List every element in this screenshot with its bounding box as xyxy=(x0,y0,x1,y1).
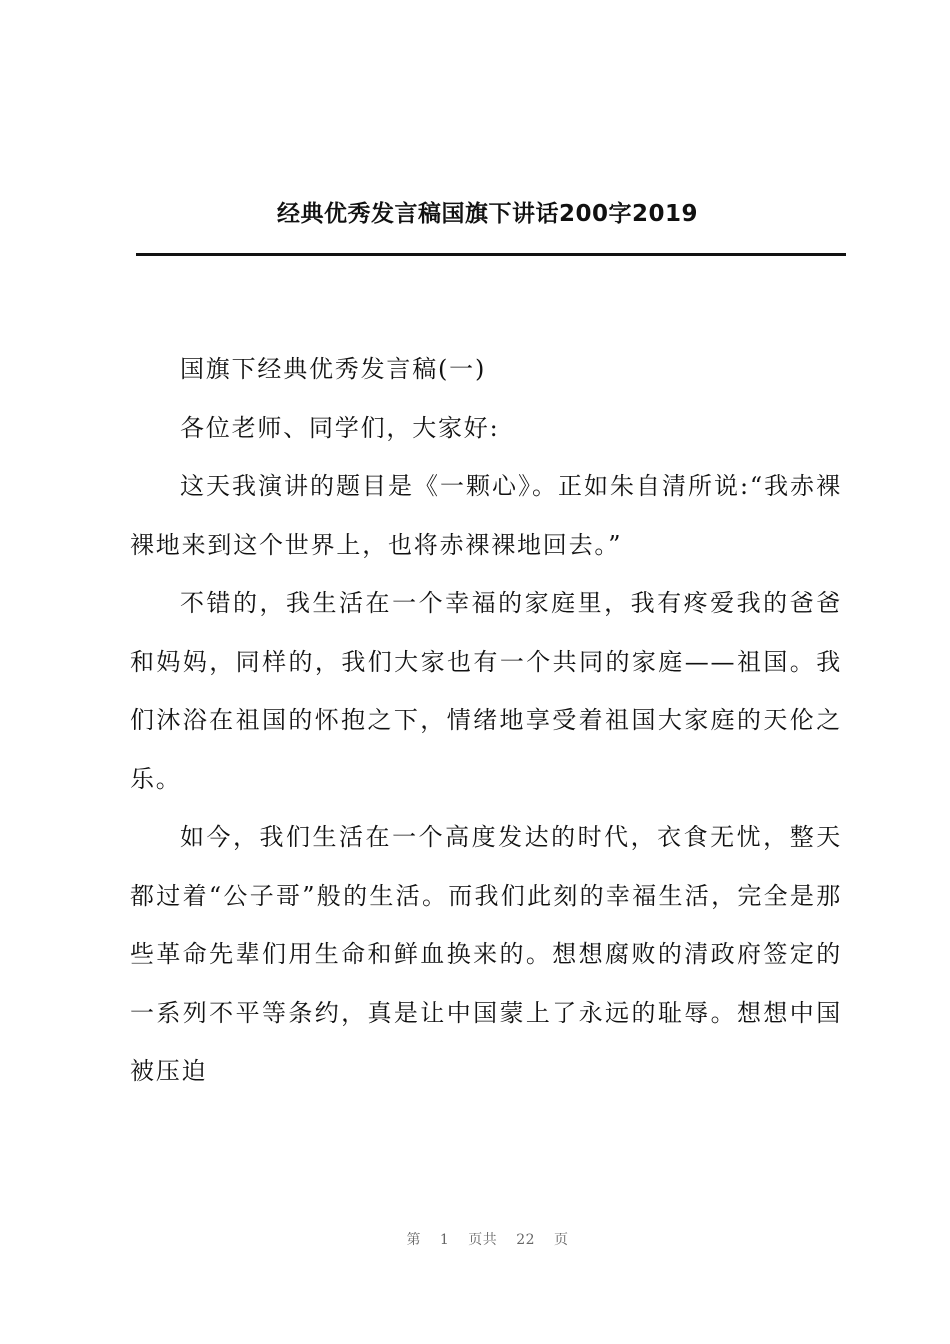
document-body xyxy=(130,340,842,1101)
footer-label: 页 xyxy=(554,1232,569,1248)
paragraph: 如今，我们生活在一个高度发达的时代，衣食无忧，整天都过着“公子哥”般的生活。而我们此刻的幸福生活，完全是那些革命先辈们用生命和鲜血换来的。想想腐败的清政府签定的一系列不平等条约，真是让中国蒙上了永远的耻辱。想想中国被压迫 xyxy=(130,823,842,1085)
footer-label: 页共 xyxy=(468,1232,498,1248)
footer-total-pages: 22 xyxy=(516,1232,536,1248)
footer-label: 第 xyxy=(406,1232,421,1248)
page-number-footer xyxy=(0,1229,950,1249)
footer-current-page: 1 xyxy=(439,1232,450,1248)
paragraph: 这天我演讲的题目是《一颗心》。正如朱自清所说:“我赤裸裸地来到这个世界上，也将赤裸裸地回去。” xyxy=(130,472,842,559)
paragraph-heading: 国旗下经典优秀发言稿(一) xyxy=(180,355,487,383)
title-divider xyxy=(136,253,846,256)
paragraph-greeting: 各位老师、同学们，大家好: xyxy=(180,413,500,442)
paragraph: 不错的，我生活在一个幸福的家庭里，我有疼爱我的爸爸和妈妈，同样的，我们大家也有一个共同的家庭——祖国。我们沐浴在祖国的怀抱之下，情绪地享受着祖国大家庭的天伦之乐。 xyxy=(130,589,842,793)
document-title: 经典优秀发言稿国旗下讲话200字2019 xyxy=(276,201,699,227)
